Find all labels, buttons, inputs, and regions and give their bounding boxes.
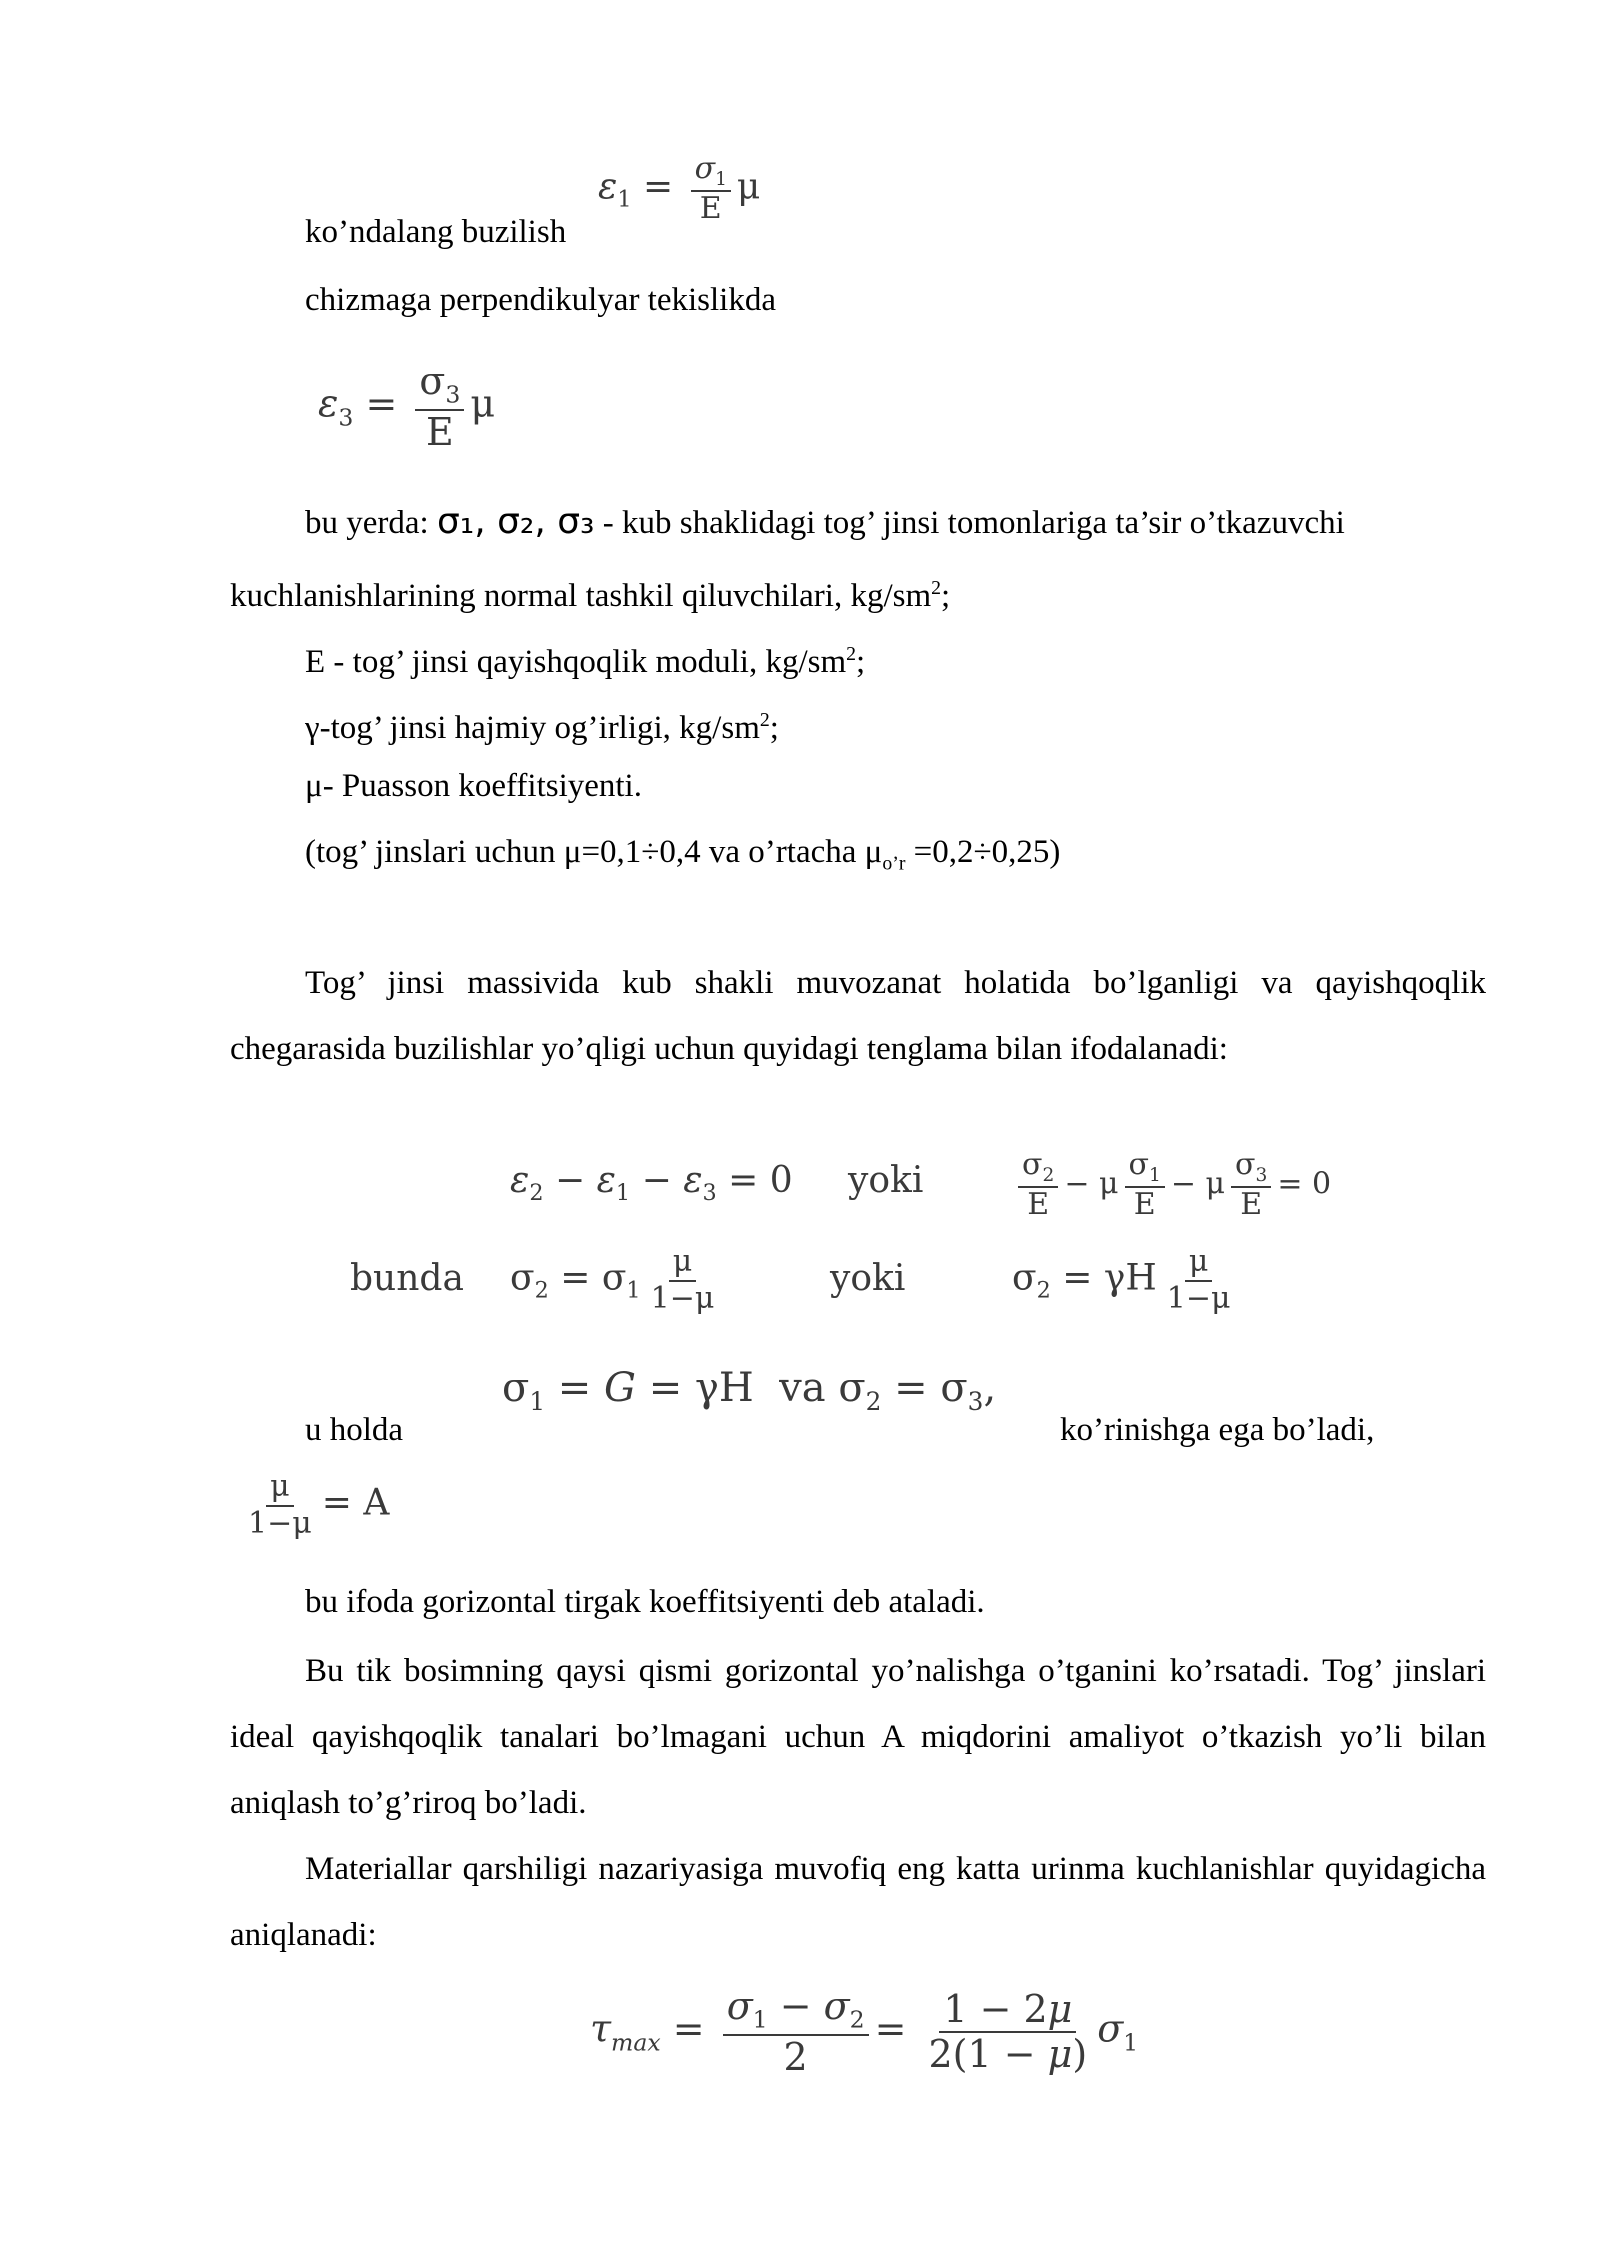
gamma-text: γ-tog’ jinsi hajmiy og’irligi, kg/sm bbox=[305, 710, 760, 746]
bunda-label: bunda bbox=[350, 1258, 464, 1299]
text-line-4 bbox=[230, 568, 950, 616]
formula-eps3: $\varepsilon_3$ = $\frac{\sigma_3}{E}$ μ bbox=[318, 359, 496, 454]
formula-sigma1-g: $\sigma_1 = G = \gamma H$ va $\sigma_2 = \sigma_3$, bbox=[502, 1365, 997, 1416]
formula-eps-balance: $\varepsilon_2 - \varepsilon_1 - \varepsilon_3 = 0$ bbox=[510, 1160, 793, 1207]
semicolon: ; bbox=[941, 578, 951, 614]
unit-sup: 2 bbox=[931, 577, 942, 599]
paragraph-2: bu ifoda gorizontal tirgak koeffitsiyenti deb ataladi. bbox=[305, 1584, 985, 1620]
korinishga-text: ko’rinishga ega bo’ladi, bbox=[1060, 1412, 1375, 1448]
paragraph-1: Tog’ jinsi massivida kub shakli muvozanat holatida bo’lganligi va qayishqoqlik chegarasida buzilishlar yo’qligi uchun quyidagi tenglama bilan ifodalanadi: bbox=[230, 965, 1486, 1067]
u-holda-label: u holda bbox=[305, 1412, 404, 1448]
text-line-7: μ- Puasson koeffitsiyenti. bbox=[305, 768, 642, 804]
range-text-b: =0,2÷0,25) bbox=[905, 834, 1061, 870]
range-sub: o’r bbox=[882, 852, 906, 875]
semicolon: ; bbox=[769, 710, 779, 746]
text-line-5 bbox=[305, 634, 865, 682]
kuchlanish-text: kuchlanishlarining normal tashkil qiluvchilari, kg/sm bbox=[230, 578, 932, 614]
text-line-3 bbox=[305, 502, 1345, 543]
text-line-6 bbox=[305, 700, 779, 748]
paragraph-4: Materiallar qarshiligi nazariyasiga muvofiq eng katta urinma kuchlanishlar quyidagicha aniqlanadi: bbox=[230, 1851, 1486, 1953]
unit-sup: 2 bbox=[759, 709, 770, 731]
formula-sigma2-a: $\sigma_2 = \sigma_1$ $\frac{\mu}{1-\mu}$ bbox=[510, 1244, 715, 1316]
text-line-1: ko’ndalang buzilish bbox=[305, 214, 567, 250]
text-line-8 bbox=[305, 832, 1060, 884]
formula-a-coef: $\frac{\mu}{1-\mu}$ = A bbox=[248, 1469, 390, 1541]
semicolon: ; bbox=[856, 644, 866, 680]
formula-eps1: $\varepsilon_1$ = $\frac{\sigma_1}{E}$ μ bbox=[598, 151, 761, 227]
yoki-label-2: yoki bbox=[830, 1258, 906, 1299]
paragraph-3: Bu tik bosimning qaysi qismi gorizontal yo’nalishga o’tganini ko’rsatadi. Tog’ jinslari ideal qayishqoqlik tanalari bo’lmagani uchun A miqdorini amaliyot o’tkazish yo’li bilan aniqlash to’g’riroq bo’ladi. bbox=[230, 1653, 1486, 1821]
formula-sigma-balance: $\frac{\sigma_2}{E}$ − μ $\frac{\sigma_1}{E}$ − μ $\frac{\sigma_3}{E}$ = 0 bbox=[1012, 1148, 1331, 1223]
bu-yerda-label: bu yerda: bbox=[305, 505, 437, 541]
modul-text: E - tog’ jinsi qayishqoqlik moduli, kg/sm bbox=[305, 644, 847, 680]
sigma-list: σ₁, σ₂, σ₃ bbox=[436, 501, 595, 542]
unit-sup: 2 bbox=[846, 643, 857, 665]
range-text-a: (tog’ jinslari uchun μ=0,1÷0,4 va o’rtacha μ bbox=[305, 834, 883, 870]
bu-yerda-rest: - kub shaklidagi tog’ jinsi tomonlariga ta’sir o’tkazuvchi bbox=[594, 505, 1345, 541]
formula-tau-max: $\tau_{max}$ = $\frac{\sigma_1 - \sigma_2}{2}$ = $\frac{1 - 2\mu}{2(1 - \mu)}$ $\sigma_1$ bbox=[590, 1984, 1139, 2079]
formula-sigma2-b: $\sigma_2 = \gamma H$ $\frac{\mu}{1-\mu}$ bbox=[1012, 1244, 1231, 1316]
yoki-label-1: yoki bbox=[848, 1160, 924, 1201]
text-line-2: chizmaga perpendikulyar tekislikda bbox=[305, 282, 776, 318]
